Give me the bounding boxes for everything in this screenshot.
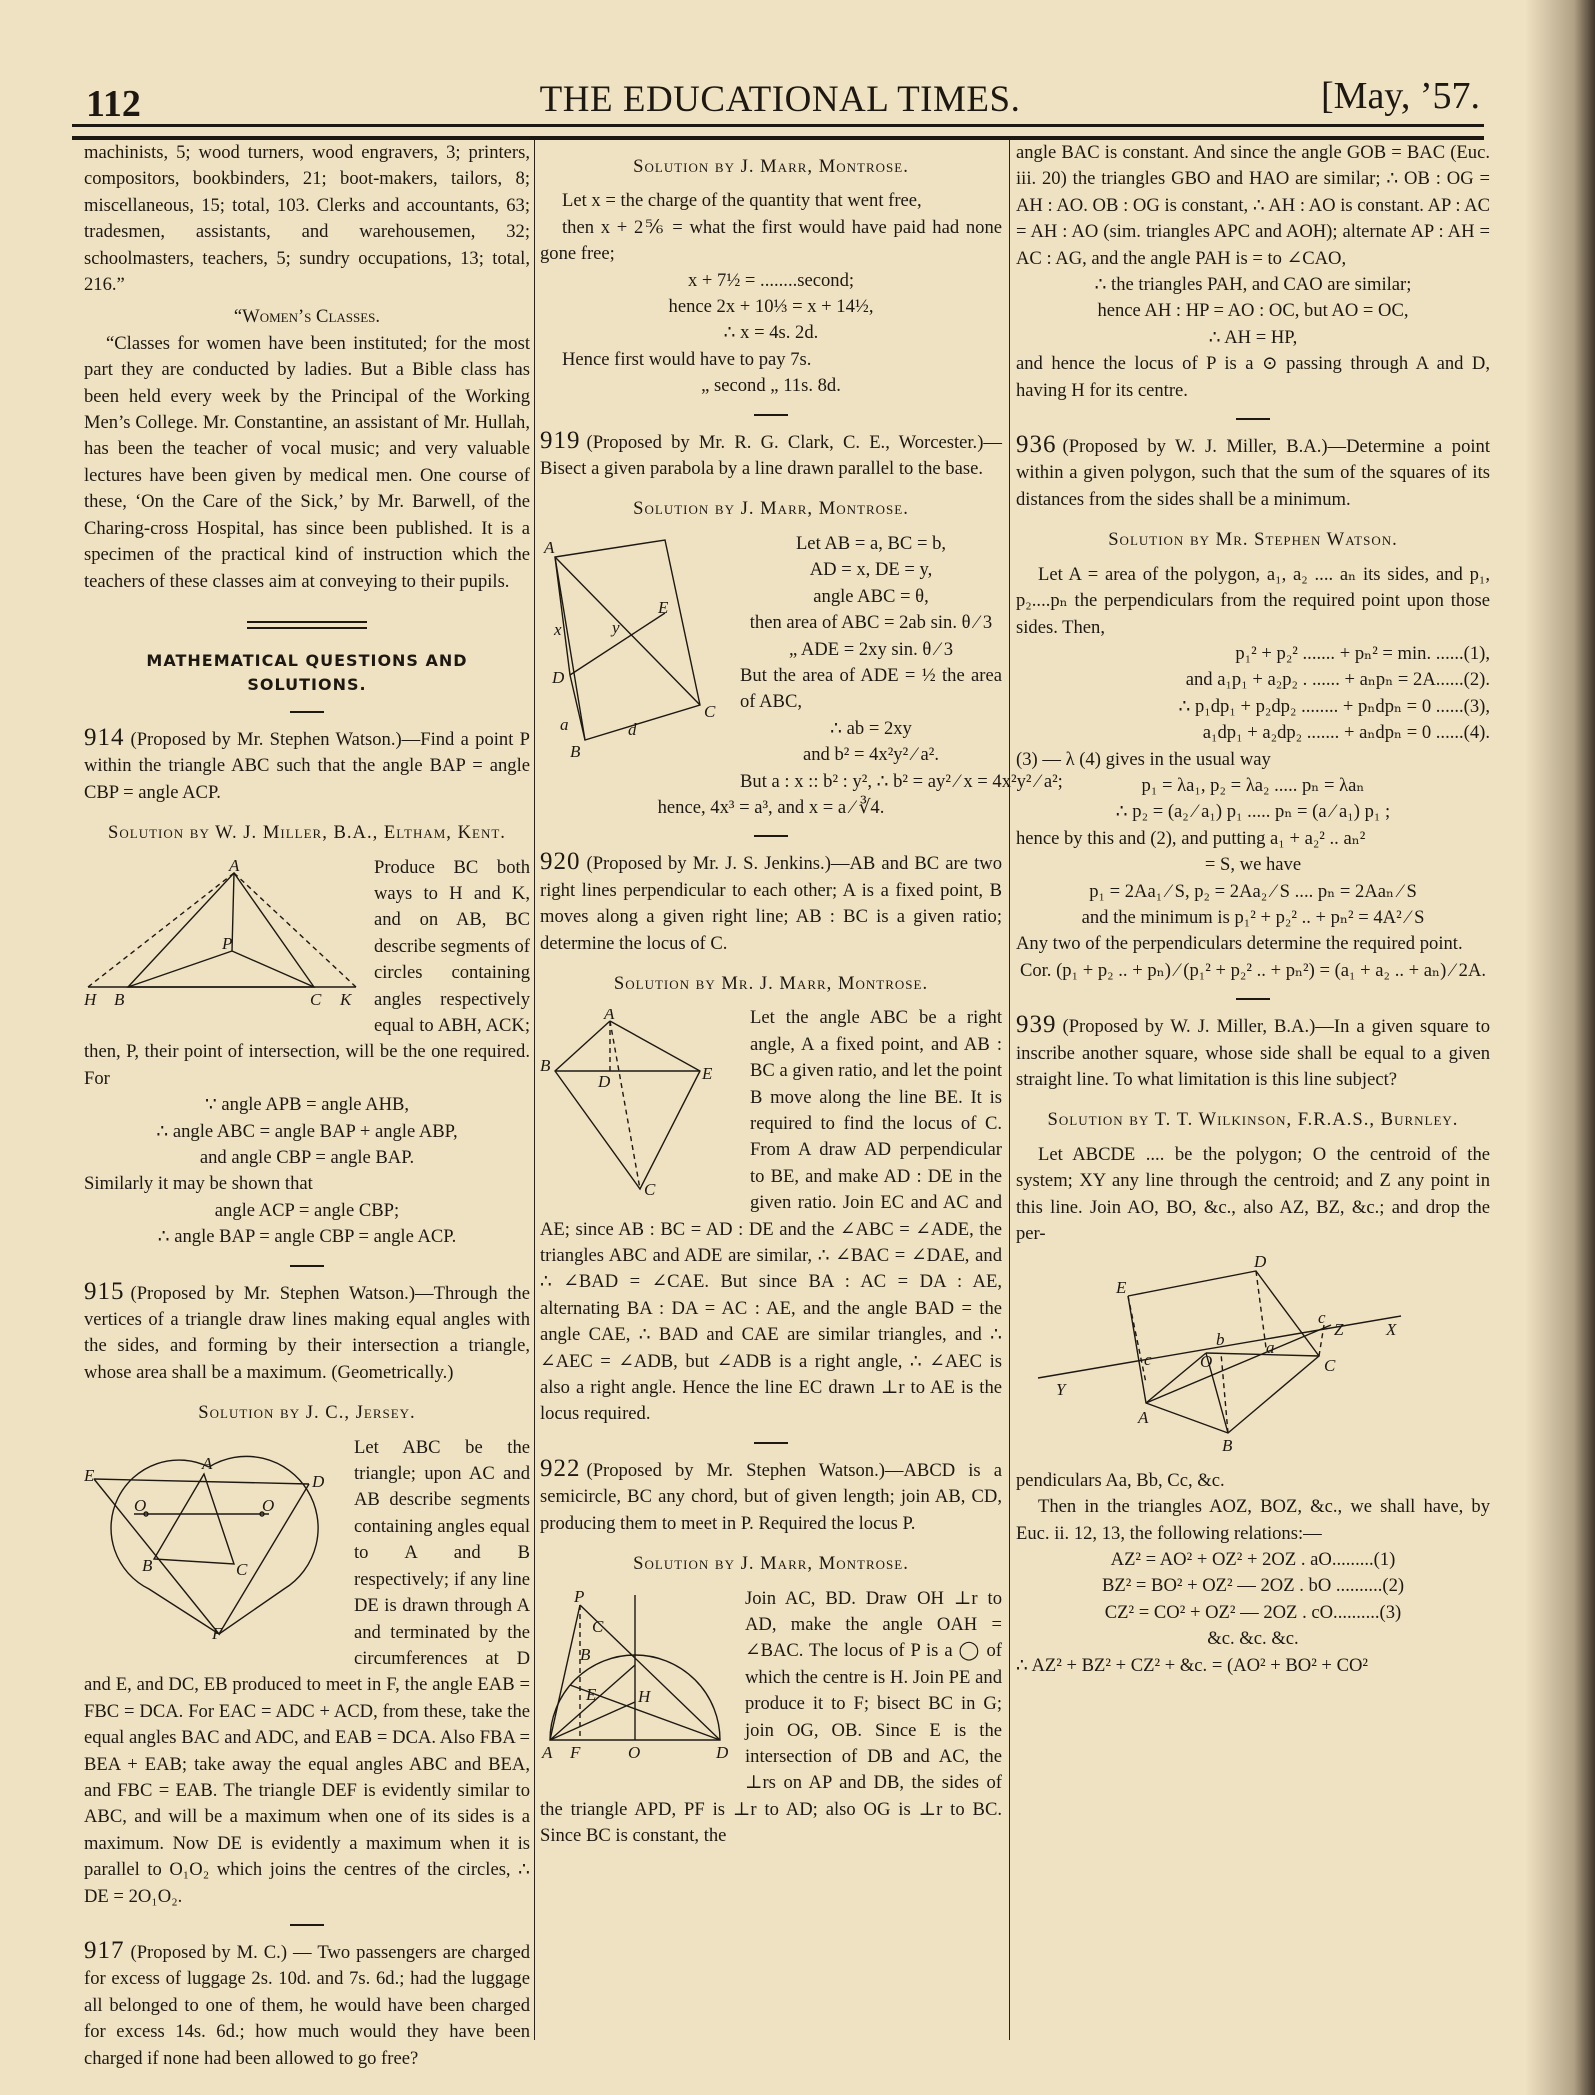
figure-label: b bbox=[1216, 1330, 1225, 1350]
figure-915-circles bbox=[84, 1439, 344, 1639]
equation-line: ∵ angle APB = angle AHB, bbox=[204, 1094, 410, 1116]
question-number: 917 bbox=[84, 1936, 125, 1964]
figure-label: D bbox=[716, 1742, 729, 1762]
equation-line: and a₁p₁ + a₂p₂ . ...... + aₙpₙ = 2A......(2). bbox=[1185, 669, 1490, 691]
equation-line: ∴ AH = HP, bbox=[1208, 326, 1298, 348]
header-rule bbox=[72, 124, 1484, 140]
equation-line: ∴ ab = 2xy bbox=[830, 717, 912, 739]
figure-label: O bbox=[628, 1742, 641, 1762]
question-914 bbox=[84, 725, 530, 806]
paragraph: Let ABC be the triangle; upon AC and AB describe segments containing angles equal to A and B respectively; if any line DE is drawn through A and terminated by the circumferences at D and E, and DC, EB produced to meet in F, the angle EAB = FBC = DCA. For EAC = ADC + ACD, from these, take the equal angles BAC and ADC, and EAB = DCA. Also FBA = BEA + EAB; take away the equal angles ABC and BEA, and FBC = EAB. The triangle DEF is evidently similar to ABC, and will be a maximum when one of its sides is a maximum. Now DE is evidently a maximum when it is parallel to O₁O₂ which joins the centres of the circles, ∴ DE = 2O₁O₂. bbox=[84, 1436, 530, 1907]
question-text: (Proposed by Mr. Stephen Watson.)—Find a point P within the triangle ABC such that the angle BAP = angle CBP = angle ACP. bbox=[84, 728, 530, 803]
figure-label: O bbox=[262, 1495, 275, 1515]
figure-label: B bbox=[570, 741, 581, 760]
figure-f920 bbox=[540, 1009, 740, 1207]
solution-heading: Solution by J. C., Jersey. bbox=[198, 1402, 416, 1424]
equation-line: But a : x :: b² : y², ∴ b² = ay² ⁄ x = 4x²y² ⁄ a²; bbox=[740, 770, 1063, 792]
question-919 bbox=[540, 428, 1002, 483]
solution-heading: Solution by T. T. Wilkinson, F.R.A.S., Burnley. bbox=[1047, 1109, 1459, 1131]
question-number: 936 bbox=[1016, 431, 1057, 459]
figure-label: a bbox=[1266, 1338, 1275, 1358]
question-text: (Proposed by Mr. Stephen Watson.)—ABCD is a semicircle, BC any chord, but of given length; join AB, CD, producing them to meet in P. Required the locus P. bbox=[540, 1459, 1002, 1534]
figure-label: C bbox=[236, 1559, 248, 1579]
paragraph: then x + 2⅚ = what the first would have paid had none gone free; bbox=[540, 216, 1002, 265]
paragraph: pendiculars Aa, Bb, Cc, &c. bbox=[1016, 1469, 1225, 1491]
divider-rule bbox=[290, 1265, 324, 1267]
paragraph: ∴ AZ² + BZ² + CZ² + &c. = (AO² + BO² + CO² bbox=[1016, 1654, 1368, 1676]
equation-line: ∴ angle BAP = angle CBP = angle ACP. bbox=[157, 1226, 457, 1248]
figure-f922 bbox=[540, 1590, 735, 1773]
equation-line: then area of ABC = 2ab sin. θ ⁄ 3 bbox=[749, 612, 993, 634]
equation-line: angle ACP = angle CBP; bbox=[214, 1199, 400, 1221]
paragraph: angle BAC is constant. And since the angle GOB = BAC (Euc. iii. 20) the triangles GBO and HAO are similar; ∴ OB : OG = AH : AO. OB : OG is constant, ∴ AH : AO is constant. AP : AC = AH : AO (sim. triangles APC and AOH); alternate AP : AH = AC : AG, and the angle PAH is = to ∠CAO, bbox=[1016, 142, 1490, 269]
column-divider bbox=[1009, 140, 1010, 2040]
figure-label: O bbox=[1200, 1352, 1213, 1372]
figure-label: D bbox=[598, 1072, 611, 1092]
equation-line: „ ADE = 2xy sin. θ ⁄ 3 bbox=[788, 638, 953, 660]
figure-f914 bbox=[84, 859, 364, 1017]
figure-label: H bbox=[84, 989, 97, 1009]
question-text: (Proposed by W. J. Miller, B.A.)—Determine a point within a given polygon, such that the sum of the squares of its distances from the sides shall be a minimum. bbox=[1016, 436, 1490, 510]
question-number: 914 bbox=[84, 723, 125, 751]
solution-heading: Solution by Mr. J. Marr, Montrose. bbox=[613, 972, 929, 994]
figure-label: K bbox=[340, 989, 352, 1009]
equation-line: ∴ x = 4s. 2d. bbox=[723, 322, 819, 344]
paragraph: Similarly it may be shown that bbox=[84, 1173, 313, 1195]
question-text: (Proposed by Mr. Stephen Watson.)—Through the vertices of a triangle draw lines making equal angles with the sides, and forming by their intersection a triangle, whose area shall be a maximum. (Geometrically.) bbox=[84, 1282, 530, 1383]
equation-line: „ second „ 11s. 8d. bbox=[701, 375, 841, 397]
paragraph: Let ABCDE .... be the polygon; O the centroid of the system; XY any line through the centroid; and Z any point in this line. Join AO, BO, &c., also AZ, BZ, &c.; and drop the per- bbox=[1016, 1143, 1490, 1245]
figure-label: D bbox=[1254, 1253, 1267, 1272]
paragraph: (3) — λ (4) gives in the usual way bbox=[1016, 748, 1271, 770]
figure-label: D bbox=[312, 1471, 325, 1491]
figure-914-triangle bbox=[84, 859, 364, 1009]
solution-heading: Solution by Mr. Stephen Watson. bbox=[1108, 529, 1398, 551]
equation-line: CZ² = CO² + OZ² — 2OZ . cO..........(3) bbox=[1104, 1601, 1402, 1623]
equation-line: hence, 4x³ = a³, and x = a ⁄ ∛4. bbox=[657, 796, 885, 818]
equation-line: ∴ the triangles PAH, and CAO are similar; bbox=[1094, 274, 1412, 296]
figure-label: Y bbox=[1056, 1380, 1066, 1400]
equation-line: = S, we have bbox=[1204, 854, 1302, 876]
paragraph: Let x = the charge of the quantity that went free, bbox=[562, 190, 922, 212]
figure-919-parabola bbox=[540, 535, 730, 760]
divider-rule bbox=[754, 835, 788, 837]
column-divider bbox=[534, 140, 535, 2040]
question-number: 922 bbox=[540, 1454, 581, 1482]
figure-label: C bbox=[592, 1616, 604, 1636]
figure-label: x bbox=[554, 619, 562, 639]
paragraph: and hence the locus of P is a ⊙ passing through A and D, having H for its centre. bbox=[1016, 353, 1490, 401]
equation-line: ∴ angle ABC = angle BAP + angle ABP, bbox=[156, 1120, 458, 1142]
figure-label: Z bbox=[1334, 1320, 1344, 1340]
paragraph: Any two of the perpendiculars determine the required point. bbox=[1016, 933, 1463, 955]
figure-922-semicircle bbox=[540, 1590, 735, 1765]
question-936 bbox=[1016, 432, 1490, 513]
figure-label: O bbox=[134, 1495, 147, 1515]
figure-label: X bbox=[1386, 1320, 1397, 1340]
figure-label: A bbox=[229, 858, 240, 875]
figure-label: D bbox=[552, 667, 565, 687]
figure-label: A bbox=[542, 1742, 553, 1762]
equation-line: ∴ p₁dp₁ + p₂dp₂ ........ + pₙdpₙ = 0 ......(3), bbox=[1178, 695, 1490, 717]
column-3 bbox=[1016, 140, 1490, 1679]
paragraph: Let A = area of the polygon, a₁, a₂ .... aₙ its sides, and p₁, p₂....pₙ the perpendiculars from the required point upon those sides. Then, bbox=[1016, 563, 1490, 638]
paragraph: machinists, 5; wood turners, wood engravers, 3; printers, compositors, bookbinders, 21; boot-makers, tailors, 8; miscellaneous, 15; total, 103. Clerks and accountants, 63; tradesmen, assistants, and warehousemen, 32; schoolmasters, teachers, 5; sundry occupations, 13; total, 216.” bbox=[84, 142, 530, 296]
figure-label: E bbox=[702, 1064, 713, 1084]
figure-label: A bbox=[1138, 1408, 1149, 1428]
figure-label: C bbox=[644, 1180, 656, 1200]
equation-line: ∴ p₂ = (a₂ ⁄ a₁) p₁ ..... pₙ = (a ⁄ a₁) p₁ ; bbox=[1115, 801, 1391, 823]
divider-rule bbox=[1236, 998, 1270, 1000]
question-920 bbox=[540, 849, 1002, 957]
equation-line: AZ² = AO² + OZ² + 2OZ . aO.........(1) bbox=[1110, 1549, 1396, 1571]
figure-920-locus bbox=[540, 1009, 740, 1199]
equation-line: Cor. (p₁ + p₂ .. + pₙ) ⁄ (p₁² + p₂² .. + pₙ²) = (a₁ + a₂ .. + aₙ) ⁄ 2A. bbox=[1019, 959, 1487, 981]
subheading: “Women’s Classes. bbox=[233, 306, 381, 328]
paragraph: But the area of ADE = ½ the area of ABC, bbox=[740, 664, 1002, 713]
question-922 bbox=[540, 1456, 1002, 1537]
equation-line: and angle CBP = angle BAP. bbox=[199, 1147, 415, 1168]
section-divider bbox=[247, 621, 367, 629]
question-917 bbox=[84, 1938, 530, 2072]
paragraph: hence by this and (2), and putting a₁ + a₂² .. aₙ² bbox=[1016, 827, 1366, 849]
binding-shadow bbox=[1525, 0, 1595, 2095]
figure-label: C bbox=[310, 989, 322, 1009]
page-header bbox=[80, 70, 1480, 125]
figure-label: c bbox=[1144, 1350, 1152, 1370]
figure-label: F bbox=[212, 1623, 223, 1639]
solution-heading: Solution by J. Marr, Montrose. bbox=[633, 156, 909, 177]
figure-label: C bbox=[704, 701, 716, 721]
divider-rule bbox=[1236, 418, 1270, 420]
figure-label: c bbox=[1318, 1308, 1326, 1328]
figure-label: E bbox=[1116, 1278, 1127, 1298]
paragraph: Hence first would have to pay 7s. bbox=[562, 348, 812, 370]
equation-line: a₁dp₁ + a₂dp₂ ....... + aₙdpₙ = 0 ......(4). bbox=[1202, 722, 1490, 744]
figure-label: d bbox=[628, 719, 637, 739]
figure-label: E bbox=[586, 1684, 597, 1704]
figure-label: y bbox=[612, 617, 620, 637]
equation-line: p₁² + p₂² ....... + pₙ² = min. ......(1), bbox=[1235, 642, 1490, 664]
paragraph: Let the angle ABC be a right angle, A a fixed point, and AB : BC a given ratio, and let the point B move along the line BE. It is required to find the locus of C. From A draw AD perpendicular to BE, and make AD : DE in the given ratio. Join EC and AC and AE; since AB : BC = AD : DE and the ∠ABC = ∠ADE, the triangles ABC and ADE are similar, ∴ ∠BAC = ∠DAE, and ∴ ∠BAD = ∠CAE. But since BA : AC = DA : AE, alternating BA : DA = AC : AE, and the angle BAD = the angle CAE, ∴ BAD and CAE are similar triangles, and ∴ ∠AEC = ∠ADB, but ∠ADB is a right angle, ∴ ∠AEC is also a right angle. Hence the line EC drawn ⊥r to AE is the locus required. bbox=[540, 1007, 1002, 1425]
divider-rule bbox=[290, 1924, 324, 1926]
figure-f915 bbox=[84, 1439, 344, 1647]
equation-line: hence 2x + 10⅓ = x + 14½, bbox=[668, 296, 874, 318]
question-number: 915 bbox=[84, 1277, 125, 1305]
figure-label: F bbox=[570, 1742, 581, 1762]
solution-heading: Solution by J. Marr, Montrose. bbox=[633, 498, 909, 520]
equation-line: BZ² = BO² + OZ² — 2OZ . bO ..........(2) bbox=[1101, 1575, 1405, 1597]
solution-heading: Solution by J. Marr, Montrose. bbox=[633, 1553, 909, 1575]
page-number: 112 bbox=[86, 83, 141, 125]
section-heading: MATHEMATICAL QUESTIONS AND SOLUTIONS. bbox=[146, 650, 468, 694]
paragraph: Join AC, BD. Draw OH ⊥r to AD, make the angle OAH = ∠BAC. The locus of P is a ◯ of which the centre is H. Join PE and produce it to F; bisect BC in G; join OG, OB. Since E is the intersection of DB and AC, the ⊥rs on AP and DB, the sides of the triangle APD, PF is ⊥r to AD; also OG is ⊥r to BC. Since BC is constant, the bbox=[540, 1587, 1002, 1847]
question-number: 939 bbox=[1016, 1011, 1057, 1039]
equation-line: and the minimum is p₁² + p₂² .. + pₙ² = 4A² ⁄ S bbox=[1081, 906, 1425, 928]
column-1 bbox=[84, 140, 530, 2072]
divider-rule bbox=[754, 1442, 788, 1444]
figure-label: B bbox=[142, 1555, 153, 1575]
figure-label: E bbox=[658, 597, 669, 617]
paragraph: Produce BC both ways to H and K, and on AB, BC describe segments of circles containing angles respectively equal to ABH, ACK; then, P, their point of intersection, will be the one required. For bbox=[84, 856, 530, 1089]
figure-label: P bbox=[574, 1589, 585, 1606]
figure-label: a bbox=[560, 714, 569, 734]
question-text: (Proposed by Mr. J. S. Jenkins.)—AB and BC are two right lines perpendicular to each other; A is a fixed point, B moves along a given right line; AB : BC is a given ratio; determine the locus of C. bbox=[540, 853, 1002, 954]
question-number: 920 bbox=[540, 848, 581, 876]
question-number: 919 bbox=[540, 426, 581, 454]
equation-line: Let AB = a, BC = b, bbox=[795, 532, 947, 554]
equation-line: p₁ = 2Aa₁ ⁄ S, p₂ = 2Aa₂ ⁄ S .... pₙ = 2Aaₙ ⁄ S bbox=[1089, 880, 1417, 902]
equation-line: and b² = 4x²y² ⁄ a². bbox=[802, 744, 940, 766]
figure-f919 bbox=[540, 535, 730, 768]
question-939 bbox=[1016, 1012, 1490, 1093]
divider-rule bbox=[754, 414, 788, 416]
figure-label: B bbox=[114, 989, 125, 1009]
equation-line: x + 7½ = ........second; bbox=[687, 269, 855, 291]
figure-label: E bbox=[84, 1465, 95, 1485]
equation-line: hence AH : HP = AO : OC, but AO = OC, bbox=[1097, 300, 1409, 322]
figure-f939 bbox=[1016, 1253, 1490, 1461]
equation-line: &c. &c. &c. bbox=[1207, 1628, 1299, 1650]
paragraph: Then in the triangles AOZ, BOZ, &c., we shall have, by Euc. ii. 12, 13, the following relations:— bbox=[1016, 1496, 1490, 1544]
figure-label: A bbox=[604, 1009, 615, 1024]
issue-date: [May, ’57. bbox=[1321, 75, 1480, 117]
figure-label: A bbox=[544, 537, 555, 557]
equation-line: angle ABC = θ, bbox=[813, 585, 929, 607]
figure-label: A bbox=[202, 1453, 213, 1473]
paragraph: “Classes for women have been instituted; for the most part they are conducted by ladies. But a Bible class has been held every week by the Principal of the Working Men’s College. Mr. Constantine, an assistant of Mr. Hullah, has been the teacher of vocal music; and very valuable lectures have been given by medical men. One course of these, ‘On the Care of the Sick,’ by Mr. Barwell, of the Charing-cross Hospital, has since been published. It is a specimen of the practical kind of instruction which the teachers of these classes aim at conveying to their pupils. bbox=[84, 332, 530, 592]
question-text: (Proposed by W. J. Miller, B.A.)—In a given square to inscribe another square, whose side shall be equal to a given straight line. To what limitation is this line subject? bbox=[1016, 1016, 1490, 1090]
question-text: (Proposed by Mr. R. G. Clark, C. E., Worcester.)—Bisect a given parabola by a line drawn parallel to the base. bbox=[540, 431, 1002, 480]
figure-label: B bbox=[580, 1644, 591, 1664]
divider-rule bbox=[290, 711, 324, 713]
solution-heading: Solution by W. J. Miller, B.A., Eltham, Kent. bbox=[108, 822, 506, 844]
figure-label: H bbox=[638, 1686, 651, 1706]
figure-label: P bbox=[222, 933, 233, 953]
newspaper-title: THE EDUCATIONAL TIMES. bbox=[539, 79, 1021, 120]
figure-label: C bbox=[1324, 1356, 1336, 1376]
question-915 bbox=[84, 1279, 530, 1387]
question-text: (Proposed by M. C.) — Two passengers are charged for excess of luggage 2s. 10d. and 7s. 6d.; had the luggage all belonged to one of them, he would have been charged for excess 14s. 6d.; how much would they have been charged if none had been allowed to go free? bbox=[84, 1941, 530, 2069]
equation-line: p₁ = λa₁, p₂ = λa₂ ..... pₙ = λaₙ bbox=[1141, 774, 1365, 796]
equation-line: AD = x, DE = y, bbox=[809, 559, 933, 581]
figure-label: B bbox=[1222, 1436, 1233, 1454]
figure-label: B bbox=[540, 1056, 551, 1076]
figure-939-polygon bbox=[1016, 1253, 1486, 1453]
